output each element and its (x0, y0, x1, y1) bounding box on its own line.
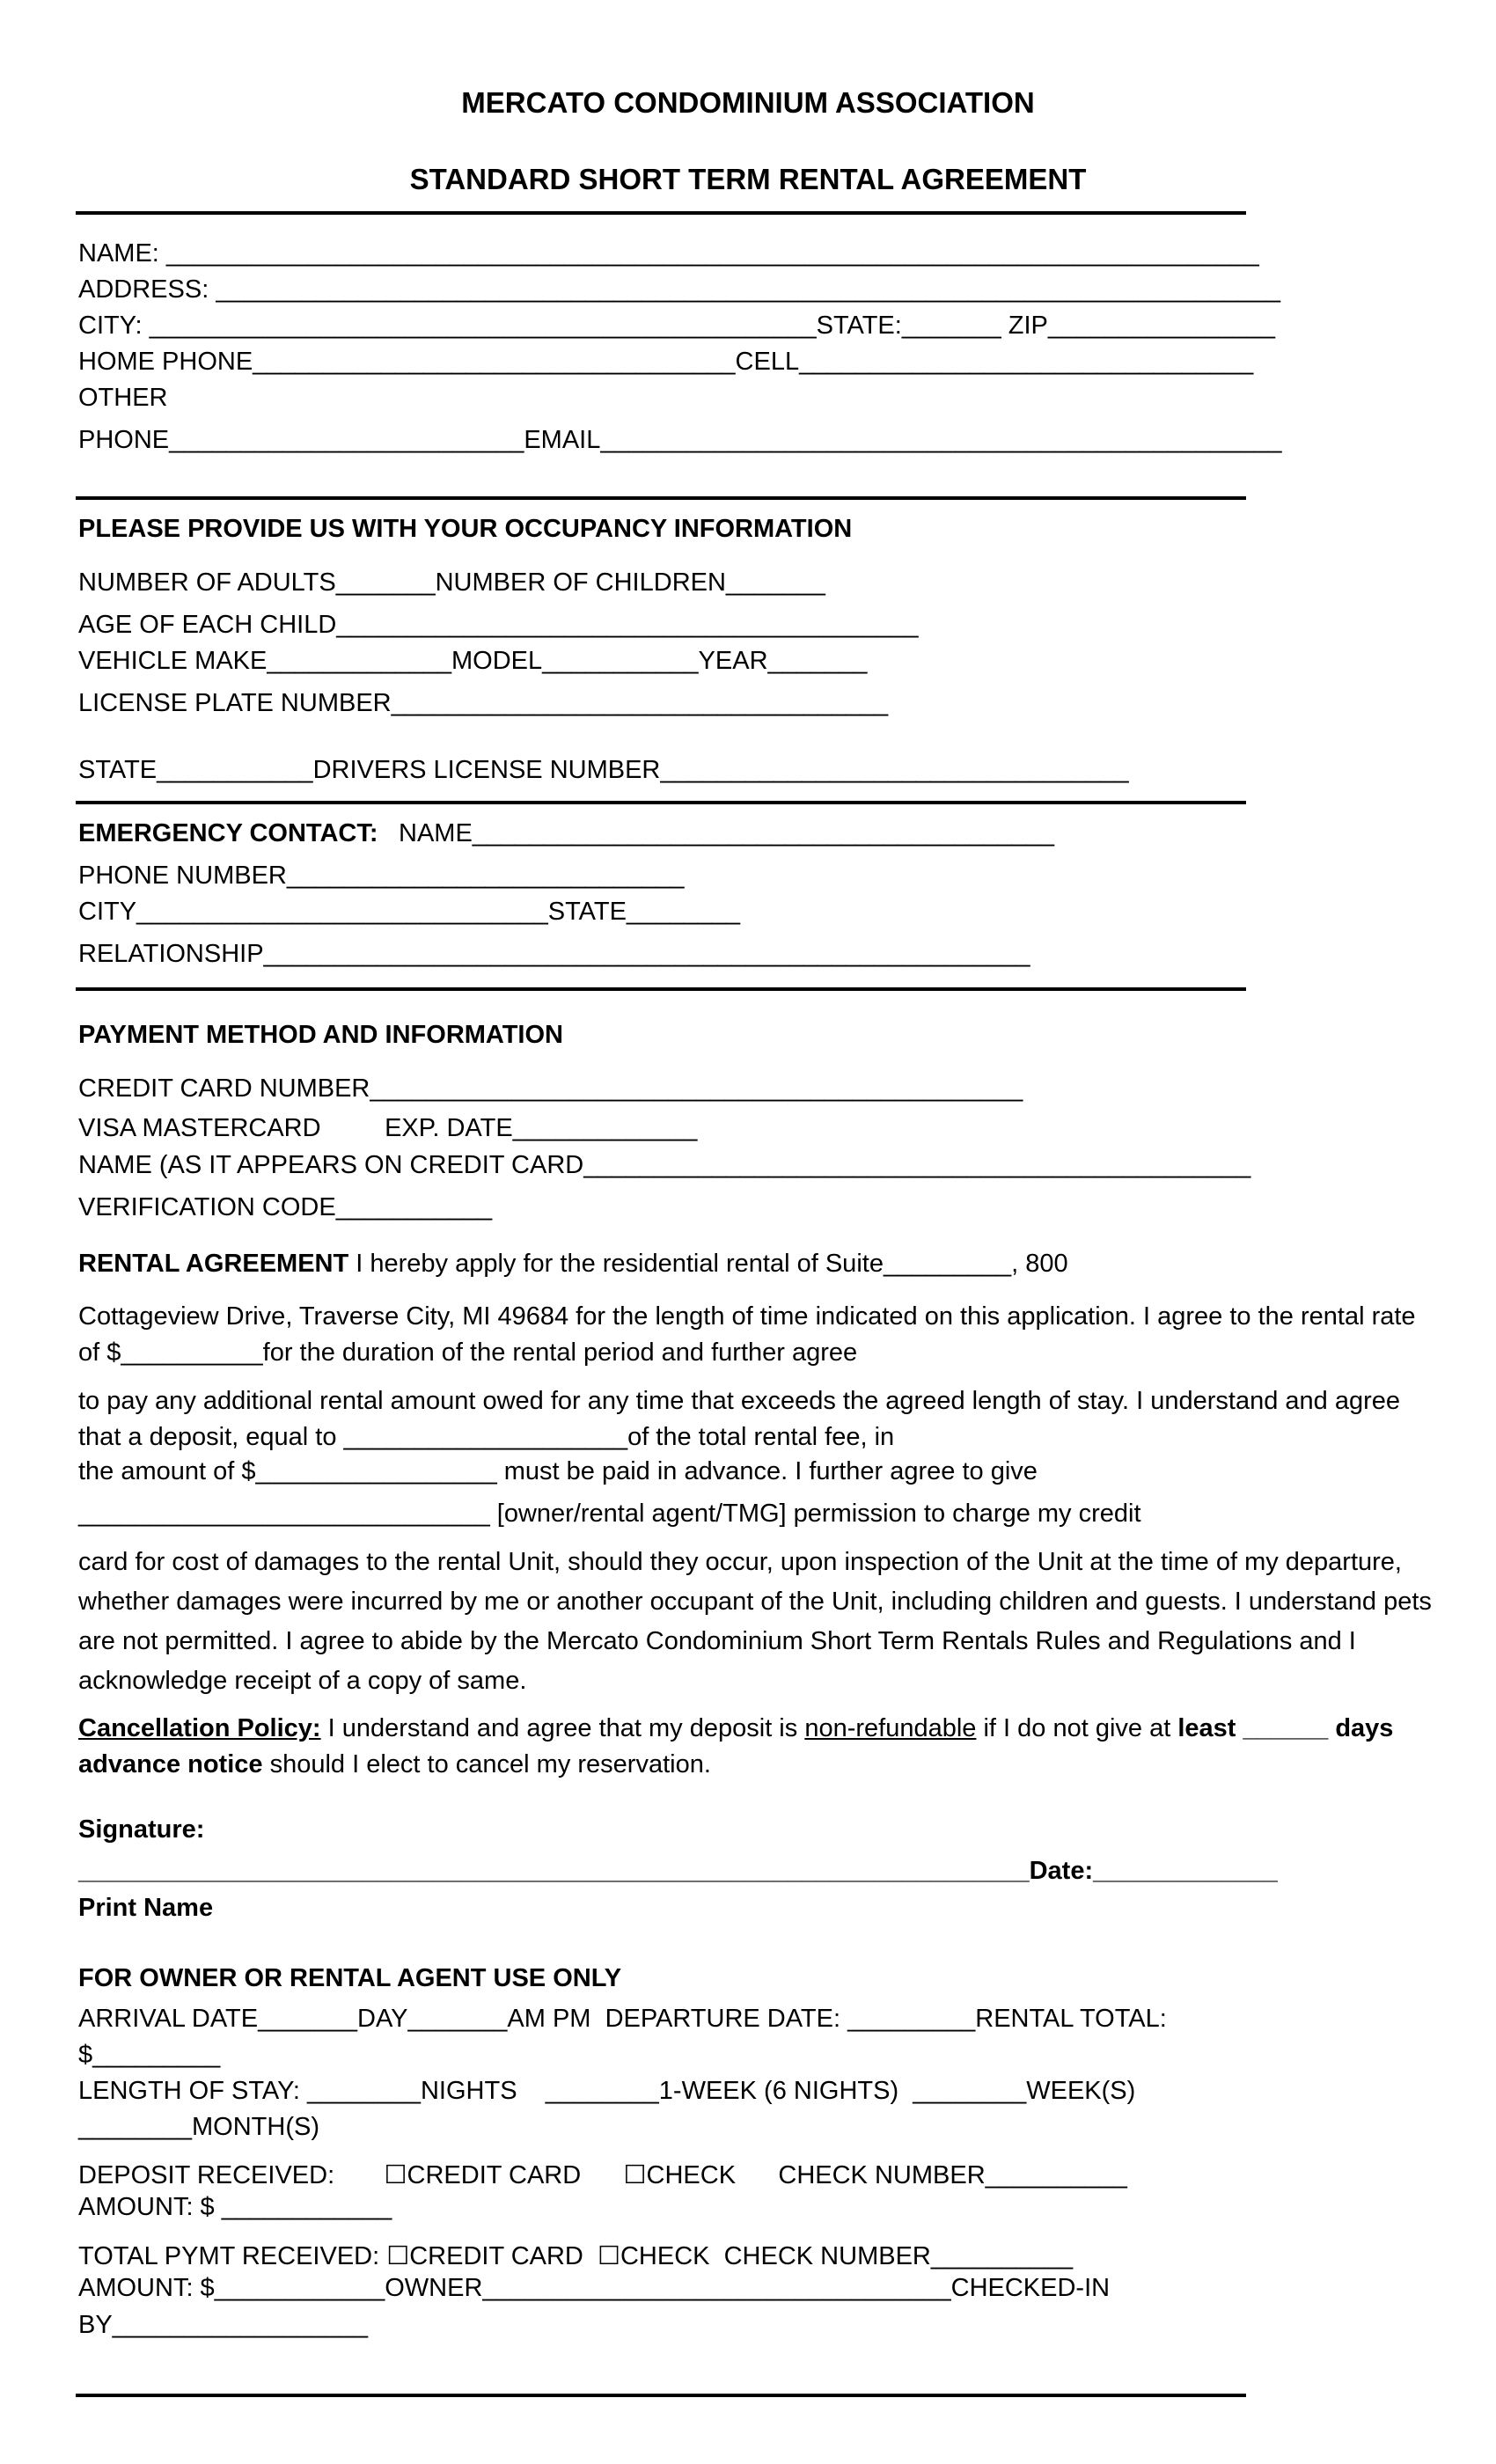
credit-card-number-field[interactable]: CREDIT CARD NUMBER______________________________________________ (78, 1074, 1023, 1103)
vehicle-field[interactable]: VEHICLE MAKE_____________MODEL___________YEAR_______ (78, 647, 868, 675)
payment-heading: PAYMENT METHOD AND INFORMATION (78, 1021, 563, 1049)
months-field[interactable]: ________MONTH(S) (78, 2113, 319, 2141)
license-plate-field[interactable]: LICENSE PLATE NUMBER___________________________________ (78, 689, 889, 717)
checked-in-by-field[interactable]: BY__________________ (78, 2311, 368, 2339)
amount-owner-field[interactable]: AMOUNT: $____________OWNER_________________________________CHECKED-IN (78, 2274, 1111, 2302)
association-name: MERCATO CONDOMINIUM ASSOCIATION (461, 86, 1035, 119)
agreement-paragraph-2: to pay any additional rental amount owed for any time that exceeds the agreed length of stay. I understand and agree that a deposit, equal to ____________________of the total rental fee, in (78, 1387, 1400, 1451)
rental-total-field[interactable]: $_________ (78, 2041, 221, 2069)
cancellation-text: I understand and agree that my deposit is (320, 1714, 805, 1742)
deposit-amount-line[interactable]: the amount of $_________________ must be paid in advance. I further agree to give (78, 1457, 1038, 1485)
emergency-phone-field[interactable]: PHONE NUMBER____________________________ (78, 862, 685, 890)
relationship-field[interactable]: RELATIONSHIP______________________________________________________ (78, 940, 1030, 968)
divider (76, 2394, 1246, 2397)
cancellation-text: should I elect to cancel my reservation. (262, 1750, 711, 1778)
state-drivers-license-field[interactable]: STATE___________DRIVERS LICENSE NUMBER_________________________________ (78, 756, 1129, 784)
adults-children-field[interactable]: NUMBER OF ADULTS_______NUMBER OF CHILDREN_______ (78, 568, 825, 597)
name-field[interactable]: NAME: _____________________________________________________________________________ (78, 239, 1259, 268)
advance-notice-field[interactable]: least ______ days advance notice (78, 1714, 1394, 1778)
cancellation-paragraph (78, 1711, 1434, 1783)
suite-clause[interactable]: I hereby apply for the residential rental of Suite_________, 800 (348, 1250, 1068, 1278)
rental-agreement-label: RENTAL AGREEMENT (78, 1250, 349, 1278)
damages-paragraph: card for cost of damages to the rental Unit, should they occur, upon inspection of the Unit at the time of my departure, whether damages were incurred by me or another occupant of the Unit, including children and guests. I understand pets are not permitted. I agree to abide by the Mercato Condominium Short Term Rentals Rules and Regulations and I acknowledge receipt of a copy of same. (78, 1548, 1432, 1695)
non-refundable-text: non-refundable (804, 1714, 977, 1742)
cancellation-text: if I do not give at (976, 1714, 1178, 1742)
office-use-heading: FOR OWNER OR RENTAL AGENT USE ONLY (78, 1964, 622, 1992)
divider (76, 987, 1246, 991)
divider (76, 211, 1246, 215)
emergency-city-state-field[interactable]: CITY_____________________________STATE________ (78, 898, 740, 926)
deposit-received-field[interactable]: DEPOSIT RECEIVED: ☐CREDIT CARD ☐CHECK CHECK NUMBER__________ (78, 2161, 1127, 2189)
card-type-exp-date-field[interactable]: VISA MASTERCARD EXP. DATE_____________ (78, 1114, 698, 1142)
charge-permission-line[interactable]: _____________________________ [owner/rental agent/TMG] permission to charge my credit (78, 1500, 1141, 1528)
divider (76, 496, 1246, 500)
home-phone-cell-field[interactable]: HOME PHONE__________________________________CELL________________________________ (78, 348, 1254, 376)
emergency-name-field[interactable]: NAME_________________________________________ (399, 819, 1055, 847)
occupancy-heading: PLEASE PROVIDE US WITH YOUR OCCUPANCY INFORMATION (78, 515, 853, 543)
rental-agreement-line (78, 1248, 1068, 1280)
emergency-contact-label: EMERGENCY CONTACT: (78, 819, 378, 847)
cardholder-name-field[interactable]: NAME (AS IT APPEARS ON CREDIT CARD_______________________________________________ (78, 1151, 1251, 1179)
print-name-label: Print Name (78, 1894, 214, 1922)
agreement-paragraph-1: Cottageview Drive, Traverse City, MI 49684 for the length of time indicated on this application. I agree to the rental rate of $__________for the duration of the rental period and further agree (78, 1302, 1416, 1367)
cancellation-label: Cancellation Policy: (78, 1714, 321, 1742)
form-title: STANDARD SHORT TERM RENTAL AGREEMENT (409, 163, 1087, 195)
length-of-stay-field[interactable]: LENGTH OF STAY: ________NIGHTS ________1-WEEK (6 NIGHTS) ________WEEK(S) (78, 2077, 1136, 2105)
deposit-amount-field[interactable]: AMOUNT: $ ____________ (78, 2193, 392, 2221)
child-age-field[interactable]: AGE OF EACH CHILD_________________________________________ (78, 611, 919, 639)
total-payment-field[interactable]: TOTAL PYMT RECEIVED: ☐CREDIT CARD ☐CHECK CHECK NUMBER__________ (78, 2242, 1074, 2270)
verification-code-field[interactable]: VERIFICATION CODE___________ (78, 1193, 493, 1221)
phone-email-field[interactable]: PHONE_________________________EMAIL________________________________________________ (78, 426, 1282, 454)
signature-date-line[interactable]: ___________________________________________________________________Date:_____________ (78, 1857, 1278, 1885)
divider (76, 801, 1246, 804)
arrival-departure-field[interactable]: ARRIVAL DATE_______DAY_______AM PM DEPARTURE DATE: _________RENTAL TOTAL: (78, 2005, 1167, 2033)
city-state-zip-field[interactable]: CITY: _______________________________________________STATE:_______ ZIP________________ (78, 312, 1275, 340)
other-label: OTHER (78, 384, 168, 412)
signature-label: Signature: (78, 1815, 205, 1844)
address-field[interactable]: ADDRESS: ___________________________________________________________________________ (78, 275, 1280, 304)
